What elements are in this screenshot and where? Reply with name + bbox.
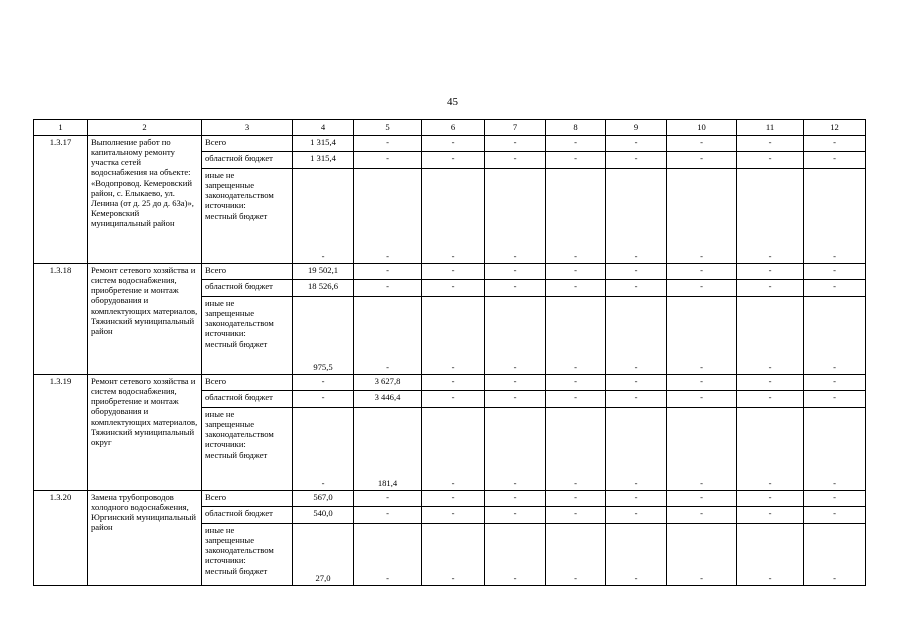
value-cell: - (667, 136, 737, 152)
funding-source: иные не запрещенные законодательством источники: местный бюджет (202, 408, 293, 491)
value-cell: - (354, 136, 422, 152)
value-cell: - (354, 491, 422, 507)
header-row (34, 120, 866, 136)
value-cell: - (422, 408, 485, 491)
budget-table (33, 119, 866, 586)
measure-description: Замена трубопроводов холодного водоснабжения, Юргинский муниципальный район (88, 491, 202, 586)
funding-source: Всего (202, 375, 293, 391)
value-cell: - (606, 507, 667, 524)
value-cell: - (804, 491, 866, 507)
value-cell: - (422, 264, 485, 280)
value-cell: - (804, 375, 866, 391)
column-header: 10 (667, 120, 737, 136)
row-number: 1.3.19 (34, 375, 88, 491)
value-cell: - (485, 391, 546, 408)
page-number: 45 (447, 96, 458, 108)
value-cell: - (667, 507, 737, 524)
row-number: 1.3.18 (34, 264, 88, 375)
value-cell: - (804, 408, 866, 491)
value-cell: - (485, 152, 546, 169)
value-cell: - (737, 524, 804, 586)
value-cell: 19 502,1 (293, 264, 354, 280)
value-cell: - (354, 297, 422, 375)
value-cell: - (737, 375, 804, 391)
value-cell: - (804, 264, 866, 280)
value-cell: - (737, 152, 804, 169)
value-cell: - (804, 297, 866, 375)
value-cell: - (546, 391, 606, 408)
value-cell: - (804, 169, 866, 264)
value-cell: - (485, 491, 546, 507)
value-cell: - (667, 375, 737, 391)
value-cell: - (546, 136, 606, 152)
funding-source: иные не запрещенные законодательством источники: местный бюджет (202, 524, 293, 586)
value-cell: - (485, 507, 546, 524)
funding-source: Всего (202, 491, 293, 507)
value-cell: - (804, 136, 866, 152)
value-cell: - (606, 391, 667, 408)
value-cell: - (422, 507, 485, 524)
value-cell: - (485, 375, 546, 391)
value-cell: - (422, 491, 485, 507)
value-cell: - (485, 408, 546, 491)
value-cell: 18 526,6 (293, 280, 354, 297)
value-cell: - (546, 297, 606, 375)
funding-source: областной бюджет (202, 507, 293, 524)
value-cell: - (354, 507, 422, 524)
value-cell: - (667, 169, 737, 264)
column-header: 11 (737, 120, 804, 136)
value-cell: - (293, 391, 354, 408)
measure-description: Выполнение работ по капитальному ремонту участка сетей водоснабжения на объекте: «Водопровод. Кемеровский район, с. Елыкаево, ул. Ленина (от д. 25 до д. 63а)», Кемеровский муниципальный район (88, 136, 202, 264)
value-cell: 181,4 (354, 408, 422, 491)
value-cell: - (422, 375, 485, 391)
value-cell: - (546, 408, 606, 491)
value-cell: - (485, 136, 546, 152)
value-cell: - (667, 524, 737, 586)
value-cell: - (293, 408, 354, 491)
value-cell: - (667, 280, 737, 297)
value-cell: - (485, 524, 546, 586)
value-cell: - (546, 491, 606, 507)
value-cell: - (606, 280, 667, 297)
value-cell: - (737, 169, 804, 264)
value-cell: - (737, 280, 804, 297)
column-header: 12 (804, 120, 866, 136)
value-cell: - (804, 280, 866, 297)
funding-source: областной бюджет (202, 152, 293, 169)
funding-source: Всего (202, 136, 293, 152)
value-cell: - (354, 169, 422, 264)
value-cell: - (667, 297, 737, 375)
value-cell: - (354, 524, 422, 586)
value-cell: - (422, 297, 485, 375)
value-cell: 1 315,4 (293, 136, 354, 152)
value-cell: - (737, 408, 804, 491)
value-cell: - (354, 264, 422, 280)
funding-source: Всего (202, 264, 293, 280)
row-number: 1.3.17 (34, 136, 88, 264)
value-cell: - (293, 375, 354, 391)
funding-source: иные не запрещенные законодательством источники: местный бюджет (202, 297, 293, 375)
value-cell: - (667, 408, 737, 491)
value-cell: - (737, 136, 804, 152)
table-row (34, 375, 866, 391)
value-cell: 3 627,8 (354, 375, 422, 391)
value-cell: - (293, 169, 354, 264)
column-header: 7 (485, 120, 546, 136)
value-cell: - (606, 169, 667, 264)
column-header: 6 (422, 120, 485, 136)
value-cell: - (546, 507, 606, 524)
value-cell: - (606, 264, 667, 280)
value-cell: 567,0 (293, 491, 354, 507)
value-cell: - (804, 507, 866, 524)
column-header: 8 (546, 120, 606, 136)
table-row (34, 136, 866, 152)
value-cell: - (737, 297, 804, 375)
value-cell: - (422, 136, 485, 152)
value-cell: - (354, 152, 422, 169)
value-cell: - (422, 152, 485, 169)
funding-source: областной бюджет (202, 391, 293, 408)
table-row (34, 491, 866, 507)
measure-description: Ремонт сетевого хозяйства и систем водоснабжения, приобретение и монтаж оборудования и комплектующих материалов, Тяжинский муниципальный округ (88, 375, 202, 491)
row-number: 1.3.20 (34, 491, 88, 586)
value-cell: - (606, 136, 667, 152)
value-cell: - (737, 491, 804, 507)
value-cell: - (667, 152, 737, 169)
value-cell: - (485, 297, 546, 375)
value-cell: - (606, 524, 667, 586)
value-cell: - (485, 280, 546, 297)
value-cell: - (422, 280, 485, 297)
value-cell: - (485, 169, 546, 264)
value-cell: - (737, 264, 804, 280)
value-cell: - (606, 491, 667, 507)
value-cell: - (804, 524, 866, 586)
funding-source: областной бюджет (202, 280, 293, 297)
value-cell: 3 446,4 (354, 391, 422, 408)
value-cell: - (354, 280, 422, 297)
value-cell: - (606, 408, 667, 491)
value-cell: - (737, 507, 804, 524)
value-cell: - (546, 152, 606, 169)
value-cell: - (546, 375, 606, 391)
column-header: 4 (293, 120, 354, 136)
value-cell: - (606, 375, 667, 391)
value-cell: - (667, 491, 737, 507)
value-cell: - (546, 264, 606, 280)
value-cell: 975,5 (293, 297, 354, 375)
column-header: 5 (354, 120, 422, 136)
column-header: 1 (34, 120, 88, 136)
funding-source: иные не запрещенные законодательством источники: местный бюджет (202, 169, 293, 264)
value-cell: - (422, 391, 485, 408)
table-row (34, 264, 866, 280)
value-cell: - (546, 524, 606, 586)
value-cell: - (606, 152, 667, 169)
column-header: 2 (88, 120, 202, 136)
value-cell: - (485, 264, 546, 280)
value-cell: - (422, 524, 485, 586)
value-cell: - (804, 152, 866, 169)
value-cell: - (737, 391, 804, 408)
value-cell: - (546, 169, 606, 264)
value-cell: 540,0 (293, 507, 354, 524)
column-header: 9 (606, 120, 667, 136)
value-cell: - (667, 391, 737, 408)
value-cell: - (546, 280, 606, 297)
column-header: 3 (202, 120, 293, 136)
value-cell: - (606, 297, 667, 375)
value-cell: - (804, 391, 866, 408)
value-cell: 1 315,4 (293, 152, 354, 169)
value-cell: - (667, 264, 737, 280)
value-cell: - (422, 169, 485, 264)
measure-description: Ремонт сетевого хозяйства и систем водоснабжения, приобретение и монтаж оборудования и комплектующих материалов, Тяжинский муниципальный район (88, 264, 202, 375)
value-cell: 27,0 (293, 524, 354, 586)
